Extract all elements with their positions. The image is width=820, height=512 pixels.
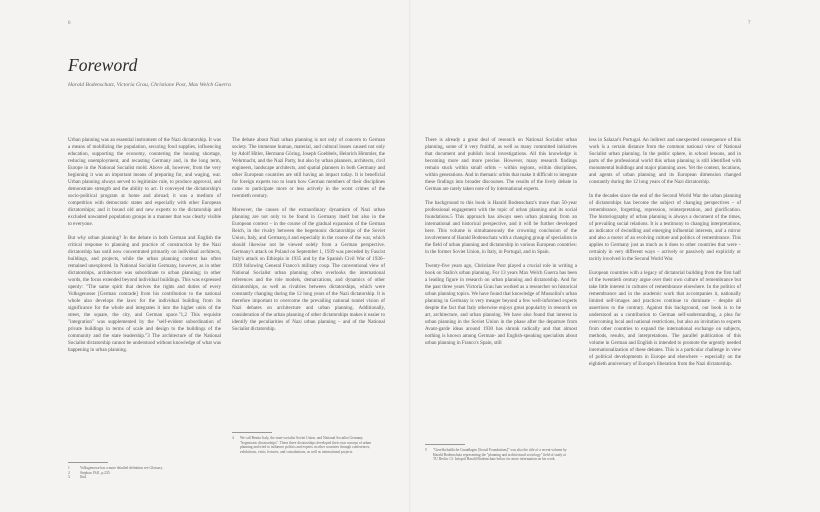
paragraph: But why urban planning? In the debate in both German and English the critical response to planning and practice of construction by the Nazi dictatorship has until now concentrated primarily on individual architects, buildings, and projects, while the urban planning context has often remained unexplored. In National Socialist Germany, however, as in other dictatorships, architecture was subordinate to urban planning; in other words, the focus extended beyond individual buildings. This was expressed openly: "The same spirit that derives the rights and duties of every Volksgenosse [German comrade] from his contribution to the national whole also develops the laws for the individual building from its significance for the whole and integrates it into the higher units of the street, the square, the city, and German space."1,2 This requisite "integration" was supplemented by the "self-evident subordination of private buildings in terms of scale and design to the buildings of the community and the state leadership."3 The architecture of the National Socialist dictatorship cannot be understood without knowledge of what was happening in urban planning.: [68, 235, 221, 354]
page-number-left: 6: [68, 21, 71, 26]
paragraph: European countries with a legacy of dictatorial building from the first half of the twentieth century argue over their own culture of remembrance but take little interest in cultures of remembrance elsewhere. In the politics of remembrance and in the academic work that accompanies it, nationally limited self-images and practices continue to dominate – despite all assertions to the contrary. Against this background, our book is to be understood as a contribution to German self-understanding, a plea for overcoming local and national restrictions, but also an invitation to experts from other countries to expand the international exchange on subjects, methods, results, and interpretations. The parallel publication of this volume in German and English is intended to promote the urgently needed internationalization of these debates. This is a particular challenge in view of political developments in Europe and elsewhere – especially on the eightieth anniversary of Europe's liberation from the Nazi dictatorship.: [589, 270, 741, 368]
paragraph: The background to this book is Harald Bodenschatz's more than 50-year professional engagement with the topic of urban planning and its social foundations.5 This approach has always seen urban planning from an international and historical perspective, and it will be further developed here. This volume is simultaneously the crowning conclusion of the involvement of Harald Bodenschatz with a changing group of specialists in the field of urban planning and dictatorship in various European countries: in the former Soviet Union, in Italy, in Portugal, and in Spain.: [425, 200, 577, 256]
footnote: 3 Ibid.: [68, 475, 87, 480]
authors-line: Harald Bodenschatz, Victoria Grau, Christiane Post, Max Welch Guerra: [68, 82, 231, 88]
footnote-rule: [68, 462, 108, 463]
footnote-rule: [425, 444, 465, 445]
footnote-rule: [232, 432, 272, 433]
footnotes-left: [68, 466, 221, 480]
text-column-3: [425, 137, 577, 354]
paragraph: Twenty-five years ago, Christiane Post played a crucial role in writing a book on Stalin's urban planning. For 13 years Max Welch Guerra has been a leading figure in research on urban planning and dictatorship. And for the past three years Victoria Grau has worked as a researcher on historical urban planning topics. We have found that knowledge of Mussolini's urban planning in Germany is very meager beyond a few well-informed experts despite the fact that Italy otherwise enjoys great popularity in research on art, architecture, and urban planning. We have also found that interest in urban planning in the Soviet Union in the phase after the departure from Avant-garde ideas around 1930 has shrunk radically and that almost nothing is known among German- and English-speaking specialists about urban planning in Franco's Spain, still: [425, 263, 577, 347]
paragraph: The debate about Nazi urban planning is not only of concern to German society. The immense human, material, and cultural losses caused not only by Adolf Hitler, Hermann Göring, Joseph Goebbels, Heinrich Himmler, the Wehrmacht, and the Nazi Party, but also by urban planners, architects, civil engineers, landscape architects, and spatial planners in both Germany and other European countries are still having an impact today. It is beneficial for foreign experts too to learn how German members of their disciplines came to participate more or less actively in the worst crimes of the twentieth century.: [232, 137, 385, 200]
text-column-4: [589, 137, 741, 375]
paragraph: Moreover, the causes of the extraordinary dynamism of Nazi urban planning are not only to be found in Germany itself but also in the European context – in the course of the gradual expansion of the German Reich, in the rivalry between the hegemonic dictatorships of the Soviet Union, Italy, and Germany,4 and especially in the course of the war, which should likewise not be viewed solely from a German perspective. Germany's attack on Poland on September 1, 1939 was preceded by Fascist Italy's attack on Ethiopia in 1935 and by the Spanish Civil War of 1936–1939 following General Franco's military coup. The conventional view of National Socialist urban planning often overlooks the international references and the role models, demarcations, and dynamics of other dictatorships, as well as rivalries between dictatorships, which were constantly changing during the 12 long years of the Nazi dictatorship. It is therefore important to overcome the prevailing national tunnel vision of Nazi debates on architecture and urban planning. Additionally, consideration of the urban planning of other dictatorships makes it easier to identify the peculiarities of Nazi urban planning – and of the National Socialist dictatorship.: [232, 207, 385, 333]
paragraph: Urban planning was an essential instrument of the Nazi dictatorship. It was a means of mobilizing the population, securing food supplies, influencing education, supporting the economy, countering the housing shortage, reducing unemployment, and recasting Germany and, in the long term, Europe in the National Socialist mold. Above all, however, from the very beginning it was an important means of preparing for, and waging, war. Urban planning always served to legitimize rule, to produce approval, and demonstrate strength and the ability to act. It conveyed the dictatorship's socio-political program at home and abroad; it was a medium of competition with democratic states and especially with other European dictatorships; and it bound old and new experts to the dictatorship and excluded unwanted population groups in a manner that was clearly visible to everyone.: [68, 137, 221, 228]
page-number-right: 7: [748, 21, 751, 26]
text-column-1: [68, 137, 221, 361]
paragraph: less in Salazar's Portugal. An indirect and unexpected consequence of this work is a certain distance from the common national view of National Socialist urban planning. In the public sphere, in school lessons, and in parts of the professional world this urban planning is still identified with monumental buildings and major planning axes. Yet the content, locations, and agents of urban planning and its European dimension changed constantly during the 12 long years of the Nazi dictatorship.: [589, 137, 741, 186]
book-gutter: [409, 0, 411, 512]
paragraph: There is already a great deal of research on National Socialist urban planning, some of it very fruitful, as well as many committed initiatives that document and publish local investigations. All this knowledge is becoming more and more precise. However, many research findings remain stuck within small orbits – within regions, within disciplines, within generations. And in thematic orbits that make it difficult to integrate these findings into broader discourses. The results of the lively debate in German are rarely taken note of by international experts.: [425, 137, 577, 193]
footnote: 1 Volksgenosse has a more detailed definition see Glossary.: [68, 466, 163, 470]
text-column-2: [232, 137, 385, 340]
footnote-col3: 5 "Gesellschaftliche Grundlagen [Social Foundations]" was also the title of a recent volume by Harald Bodenschatz representing the "planning and architectural sociology" field of study at TU Berlin. Cf. Infopril Harald Bodenschatz below for more information on his work.: [425, 448, 567, 462]
footnote: 2 Stephan 1941, p.235.: [68, 470, 111, 475]
paragraph: In the decades since the end of the Second World War the urban planning of dictatorships has become the subject of changing perspectives – of remembrance, forgetting, repression, reinterpretation, and glorification. The historiography of urban planning is always a document of the times, of prevailing social relations. It is a testimony to changing interpretations, an indicator of dwindling and emerging influential interests, and a mirror and also a motor of an evolving culture and politics of remembrance. This applies to Germany just as much as it does to other countries that were – certainly in very different ways – actively or passively and explicitly or tacitly involved in the Second World War.: [589, 193, 741, 263]
page-title: Foreword: [68, 55, 138, 75]
footnote-col2: 4 We call Benito Italy, the state-socialist Soviet Union, and National Socialist Germany "hegemonic dictatorships". These three dictatorships developed their own concept of urban planning and tried to influence politics and experts in other countries through conferences, exhibitions, visits, lectures, and consultations, as well as international projects.: [232, 436, 371, 454]
